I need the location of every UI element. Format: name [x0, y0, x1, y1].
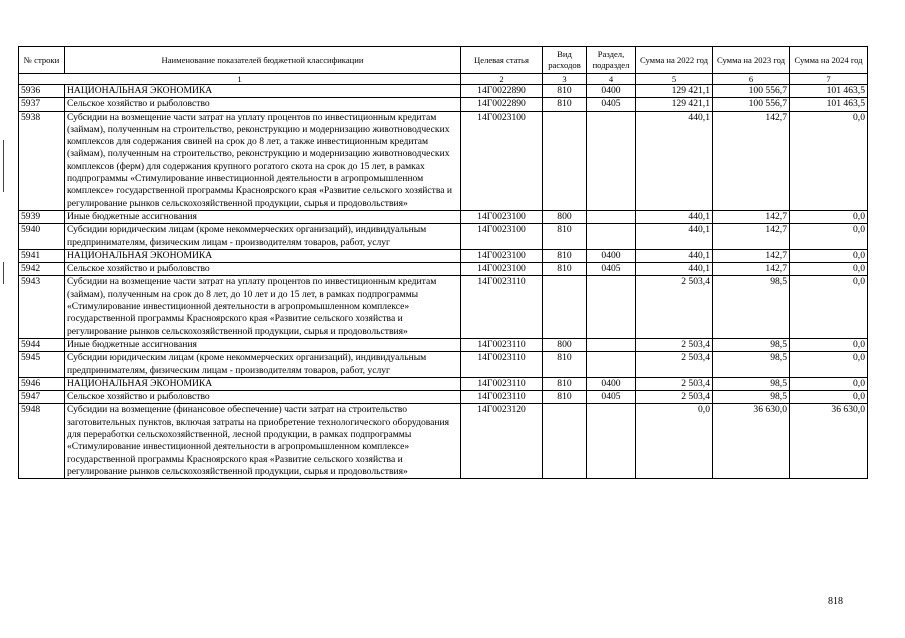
expense-type-cell: 810 — [543, 249, 587, 262]
section-cell: 0405 — [587, 263, 636, 276]
sum-2022-cell: 440,1 — [636, 210, 713, 223]
expense-type-cell: 810 — [543, 352, 587, 378]
sum-2024-cell: 0,0 — [790, 352, 868, 378]
section-cell — [587, 111, 636, 210]
sum-2022-cell: 2 503,4 — [636, 276, 713, 338]
target-article-cell: 14Г0023110 — [461, 352, 543, 378]
expense-type-cell — [543, 111, 587, 210]
row-number-cell: 5945 — [19, 352, 65, 378]
row-number-cell: 5946 — [19, 377, 65, 390]
sum-2022-cell: 440,1 — [636, 111, 713, 210]
header-sum-2023: Сумма на 2023 год — [713, 47, 790, 74]
row-number-cell: 5940 — [19, 224, 65, 250]
table-row — [19, 377, 868, 390]
target-article-cell: 14Г0023100 — [461, 210, 543, 223]
column-number-row — [19, 74, 868, 85]
row-number-cell: 5942 — [19, 263, 65, 276]
column-number: 6 — [713, 74, 790, 85]
indicator-name-cell: Сельское хозяйство и рыболовство — [65, 391, 461, 404]
sum-2023-cell: 142,7 — [713, 249, 790, 262]
sum-2022-cell: 2 503,4 — [636, 352, 713, 378]
expense-type-cell: 810 — [543, 85, 587, 98]
indicator-name-cell: Иные бюджетные ассигнования — [65, 210, 461, 223]
sum-2024-cell: 0,0 — [790, 224, 868, 250]
sum-2024-cell: 0,0 — [790, 263, 868, 276]
sum-2024-cell: 0,0 — [790, 338, 868, 351]
header-indicator-name: Наименование показателей бюджетной классификации — [65, 47, 461, 74]
table-row — [19, 249, 868, 262]
section-cell: 0405 — [587, 98, 636, 111]
header-section: Раздел, подраздел — [587, 47, 636, 74]
sum-2023-cell: 98,5 — [713, 391, 790, 404]
target-article-cell: 14Г0023100 — [461, 111, 543, 210]
header-expense-type: Вид расходов — [543, 47, 587, 74]
expense-type-cell — [543, 276, 587, 338]
target-article-cell: 14Г0023100 — [461, 263, 543, 276]
row-number-cell: 5947 — [19, 391, 65, 404]
sum-2023-cell: 98,5 — [713, 338, 790, 351]
table-row — [19, 338, 868, 351]
sum-2023-cell: 100 556,7 — [713, 98, 790, 111]
row-number-cell: 5936 — [19, 85, 65, 98]
page-number: 818 — [828, 596, 843, 607]
row-number-cell: 5943 — [19, 276, 65, 338]
expense-type-cell: 810 — [543, 263, 587, 276]
sum-2022-cell: 129 421,1 — [636, 85, 713, 98]
sum-2024-cell: 0,0 — [790, 377, 868, 390]
header-sum-2024: Сумма на 2024 год — [790, 47, 868, 74]
header-target-article: Целевая статья — [461, 47, 543, 74]
table-body — [19, 85, 868, 479]
scan-margin-mark — [3, 140, 4, 192]
indicator-name-cell: Сельское хозяйство и рыболовство — [65, 263, 461, 276]
sum-2024-cell: 101 463,5 — [790, 85, 868, 98]
table-row — [19, 263, 868, 276]
target-article-cell: 14Г0023110 — [461, 391, 543, 404]
target-article-cell: 14Г0023100 — [461, 249, 543, 262]
indicator-name-cell: Субсидии на возмещение части затрат на уплату процентов по инвестиционным кредитам (займам), полученным на строительство, реконструкцию и модернизацию животноводческих комплексов для содержания свиней на срок до 8 лет, а также инвестиционным кредитам (займам), полученным на строительство, реконструкцию и модернизацию животноводческих комплексов (ферм) для содержания крупного рогатого скота на срок до 15 лет, в рамках подпрограммы «Стимулирование инвестиционной деятельности в агропромышленном комплексе» государственной программы Красноярского края «Развитие сельского хозяйства и регулирование рынков сельскохозяйственной продукции, сырья и продовольствия» — [65, 111, 461, 210]
table-header-row — [19, 47, 868, 74]
target-article-cell: 14Г0023110 — [461, 377, 543, 390]
target-article-cell: 14Г0023110 — [461, 338, 543, 351]
table-row — [19, 210, 868, 223]
section-cell — [587, 224, 636, 250]
sum-2024-cell: 0,0 — [790, 249, 868, 262]
indicator-name-cell: НАЦИОНАЛЬНАЯ ЭКОНОМИКА — [65, 377, 461, 390]
section-cell — [587, 338, 636, 351]
table-row — [19, 98, 868, 111]
sum-2023-cell: 142,7 — [713, 263, 790, 276]
indicator-name-cell: Сельское хозяйство и рыболовство — [65, 98, 461, 111]
sum-2024-cell: 36 630,0 — [790, 404, 868, 479]
section-cell — [587, 210, 636, 223]
table-row — [19, 111, 868, 210]
sum-2024-cell: 101 463,5 — [790, 98, 868, 111]
sum-2022-cell: 0,0 — [636, 404, 713, 479]
column-number: 1 — [19, 74, 461, 85]
target-article-cell: 14Г0023100 — [461, 224, 543, 250]
target-article-cell: 14Г0022890 — [461, 98, 543, 111]
table-row — [19, 404, 868, 479]
table-row — [19, 85, 868, 98]
section-cell: 0400 — [587, 377, 636, 390]
indicator-name-cell: Субсидии юридическим лицам (кроме некоммерческих организаций), индивидуальным предпринимателям, физическим лицам - производителям товаров, работ, услуг — [65, 224, 461, 250]
sum-2023-cell: 142,7 — [713, 210, 790, 223]
sum-2023-cell: 142,7 — [713, 111, 790, 210]
table-row — [19, 391, 868, 404]
row-number-cell: 5939 — [19, 210, 65, 223]
sum-2022-cell: 2 503,4 — [636, 391, 713, 404]
sum-2023-cell: 142,7 — [713, 224, 790, 250]
section-cell — [587, 276, 636, 338]
column-number: 4 — [587, 74, 636, 85]
sum-2023-cell: 98,5 — [713, 352, 790, 378]
sum-2022-cell: 440,1 — [636, 249, 713, 262]
sum-2023-cell: 98,5 — [713, 377, 790, 390]
sum-2022-cell: 2 503,4 — [636, 338, 713, 351]
section-cell: 0400 — [587, 249, 636, 262]
budget-table — [18, 46, 868, 479]
sum-2022-cell: 129 421,1 — [636, 98, 713, 111]
indicator-name-cell: Субсидии на возмещение части затрат на уплату процентов по инвестиционным кредитам (займам), полученным на срок до 8 лет, до 10 лет и до 15 лет, в рамках подпрограммы «Стимулирование инвестиционной деятельности в агропромышленном комплексе» государственной программы Красноярского края «Развитие сельского хозяйства и регулирование рынков сельскохозяйственной продукции, сырья и продовольствия» — [65, 276, 461, 338]
expense-type-cell: 810 — [543, 391, 587, 404]
row-number-cell: 5937 — [19, 98, 65, 111]
header-row-number: № строки — [19, 47, 65, 74]
expense-type-cell: 810 — [543, 377, 587, 390]
expense-type-cell: 800 — [543, 210, 587, 223]
column-number: 5 — [636, 74, 713, 85]
row-number-cell: 5948 — [19, 404, 65, 479]
sum-2023-cell: 100 556,7 — [713, 85, 790, 98]
column-number: 7 — [790, 74, 868, 85]
section-cell — [587, 352, 636, 378]
header-sum-2022: Сумма на 2022 год — [636, 47, 713, 74]
expense-type-cell: 810 — [543, 224, 587, 250]
sum-2024-cell: 0,0 — [790, 111, 868, 210]
indicator-name-cell: Иные бюджетные ассигнования — [65, 338, 461, 351]
target-article-cell: 14Г0023110 — [461, 276, 543, 338]
column-number: 2 — [461, 74, 543, 85]
table-row — [19, 276, 868, 338]
indicator-name-cell: НАЦИОНАЛЬНАЯ ЭКОНОМИКА — [65, 249, 461, 262]
table-row — [19, 224, 868, 250]
target-article-cell: 14Г0023120 — [461, 404, 543, 479]
row-number-cell: 5944 — [19, 338, 65, 351]
sum-2022-cell: 440,1 — [636, 224, 713, 250]
section-cell: 0400 — [587, 85, 636, 98]
row-number-cell: 5938 — [19, 111, 65, 210]
sum-2022-cell: 2 503,4 — [636, 377, 713, 390]
sum-2024-cell: 0,0 — [790, 391, 868, 404]
sum-2023-cell: 36 630,0 — [713, 404, 790, 479]
sum-2022-cell: 440,1 — [636, 263, 713, 276]
sum-2024-cell: 0,0 — [790, 276, 868, 338]
section-cell: 0405 — [587, 391, 636, 404]
indicator-name-cell: НАЦИОНАЛЬНАЯ ЭКОНОМИКА — [65, 85, 461, 98]
target-article-cell: 14Г0022890 — [461, 85, 543, 98]
expense-type-cell: 810 — [543, 98, 587, 111]
sum-2024-cell: 0,0 — [790, 210, 868, 223]
expense-type-cell: 800 — [543, 338, 587, 351]
indicator-name-cell: Субсидии на возмещение (финансовое обеспечение) части затрат на строительство заготовительных пунктов, включая затраты на приобретение технологического оборудования для переработки сельскохозяйственной, лесной продукции, в рамках подпрограммы «Стимулирование инвестиционной деятельности в агропромышленном комплексе» государственной программы Красноярского края «Развитие сельского хозяйства и регулирование рынков сельскохозяйственной продукции, сырья и продовольствия» — [65, 404, 461, 479]
scan-margin-mark — [3, 262, 4, 284]
sum-2023-cell: 98,5 — [713, 276, 790, 338]
row-number-cell: 5941 — [19, 249, 65, 262]
column-number: 3 — [543, 74, 587, 85]
expense-type-cell — [543, 404, 587, 479]
indicator-name-cell: Субсидии юридическим лицам (кроме некоммерческих организаций), индивидуальным предпринимателям, физическим лицам - производителям товаров, работ, услуг — [65, 352, 461, 378]
table-row — [19, 352, 868, 378]
section-cell — [587, 404, 636, 479]
